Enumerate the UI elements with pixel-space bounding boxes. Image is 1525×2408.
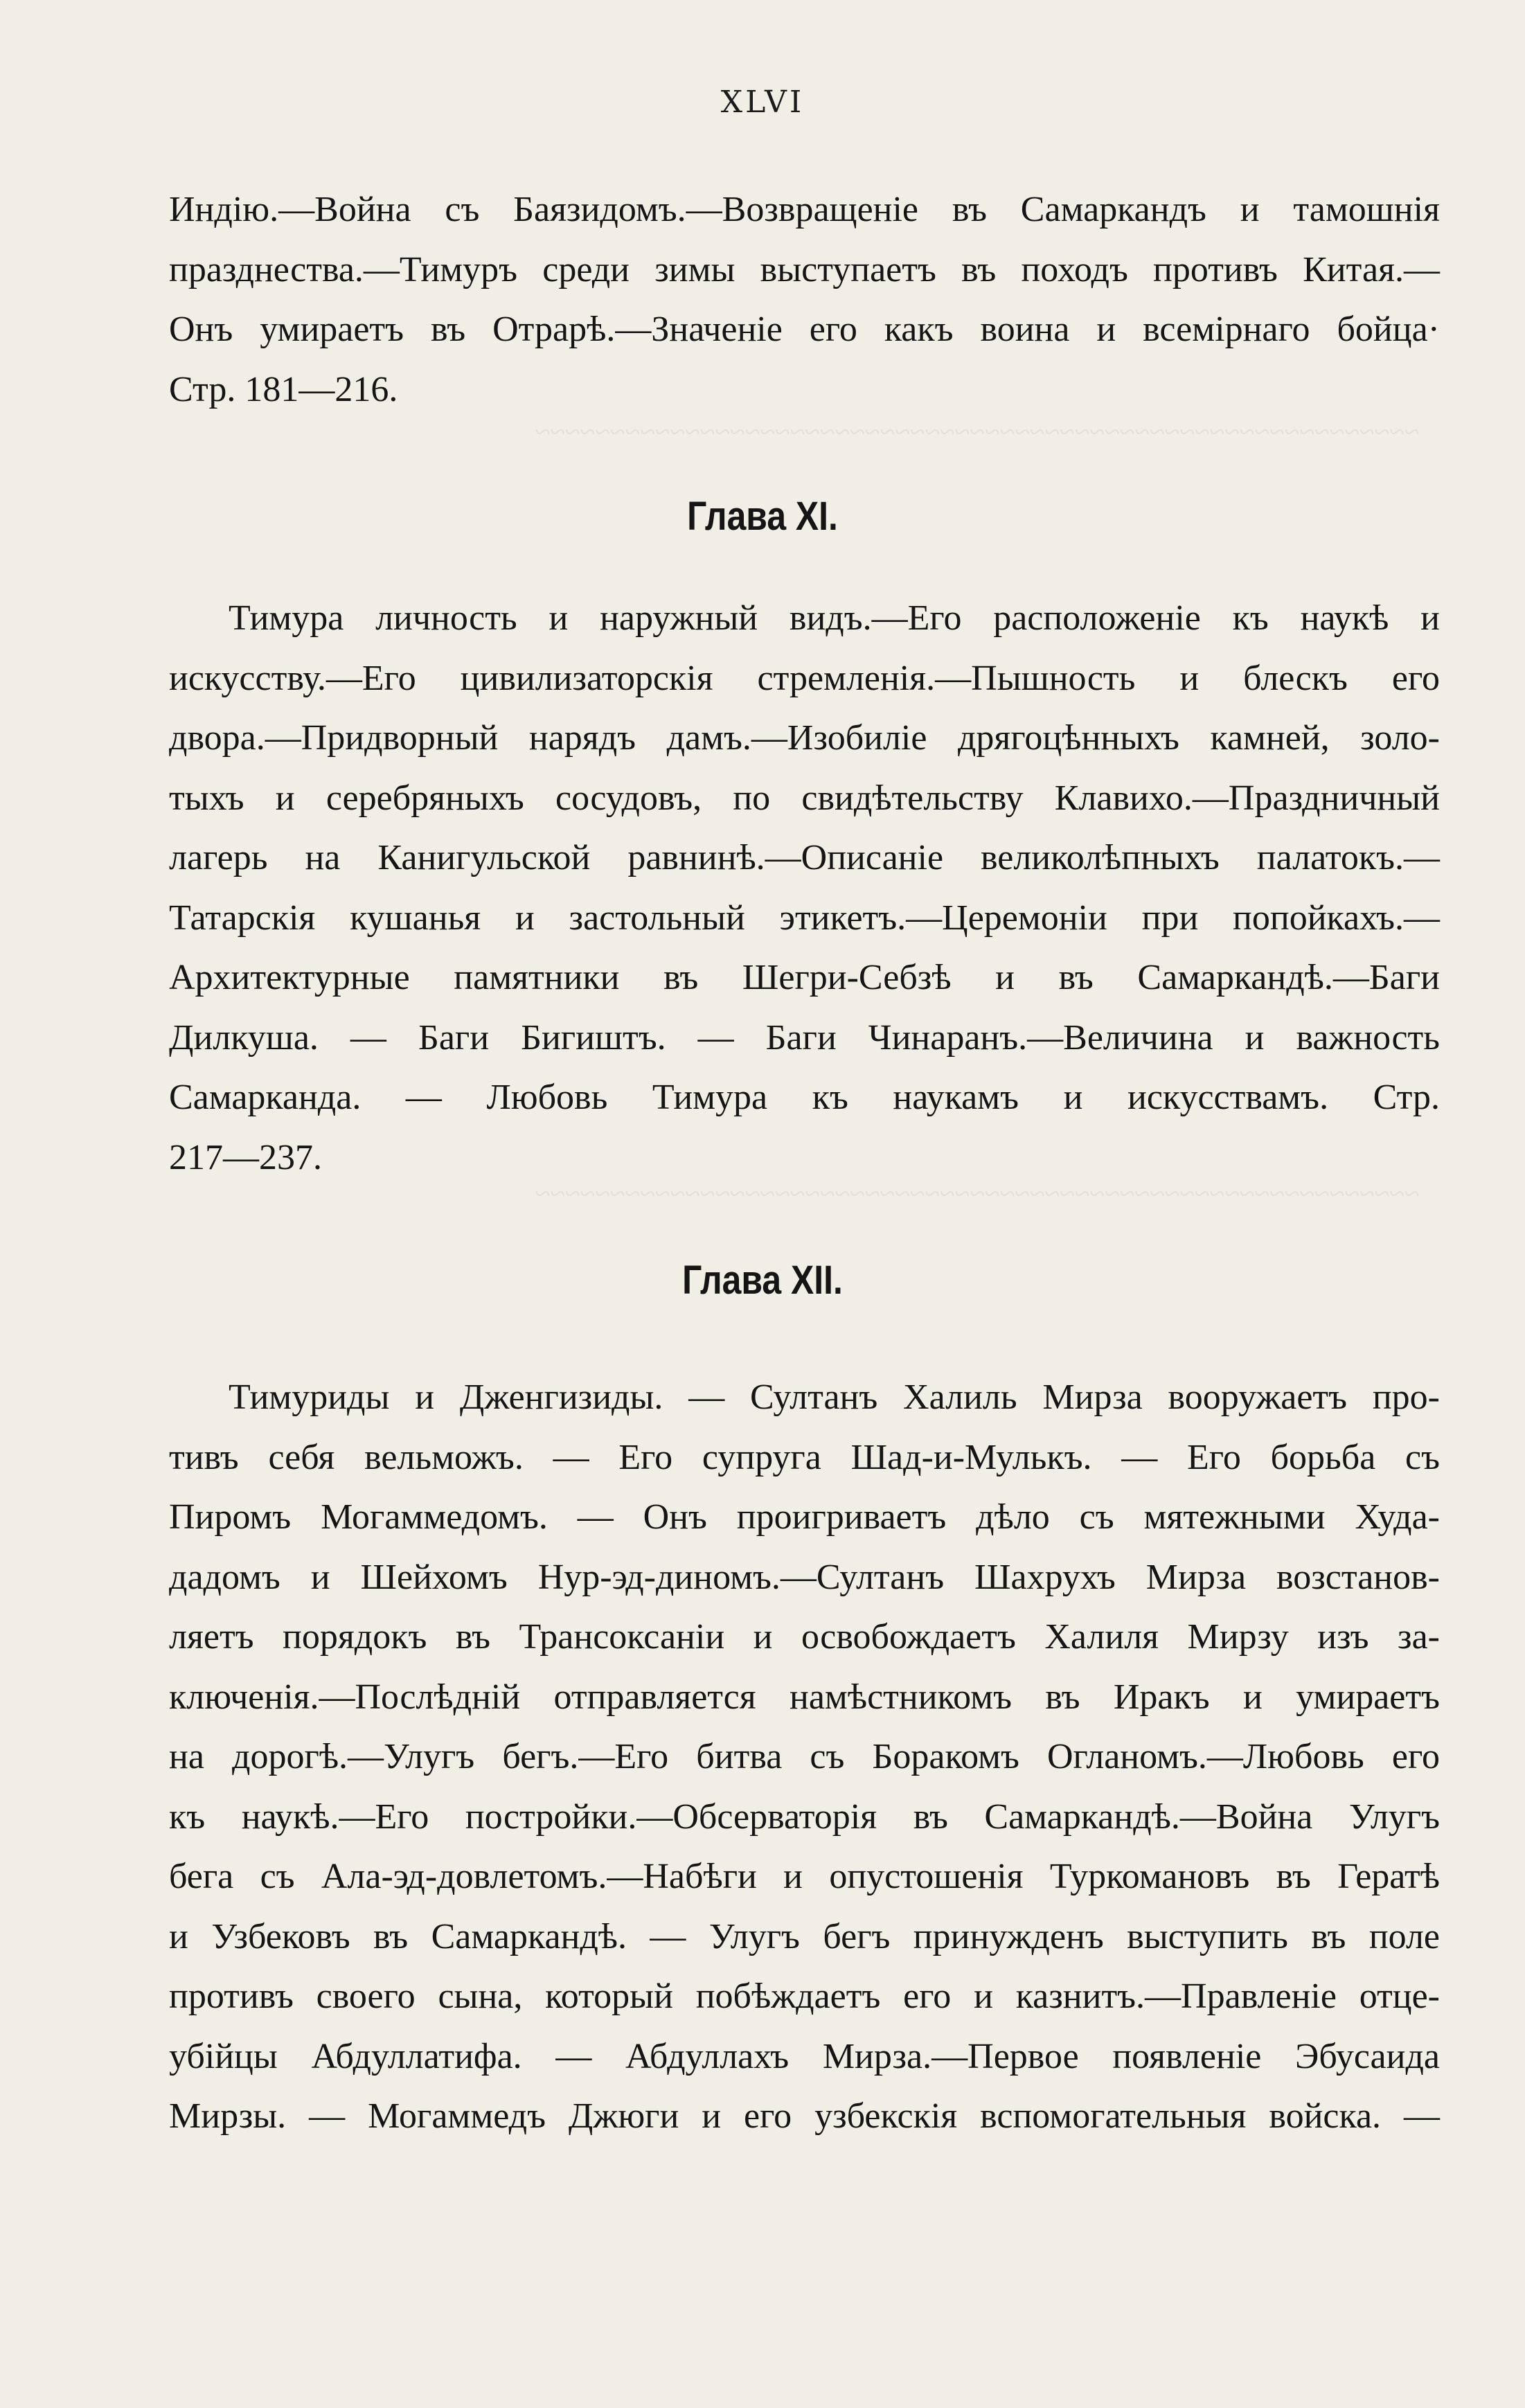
chapter-heading-xii: Глава XII. [682,1258,843,1303]
paragraph-chapter-11-summary [169,589,1440,1188]
bleed-through-decoration: ~~~~~~~~~~~~~~~~~~~~~~~~~~~~~~~~~~~~~~~~~~~~~~~~~~~~~~~~~~~ [535,416,1420,447]
text-line: празднества.—Тимуръ среди зимы выступаетъ въ походъ противъ Китая.— [169,249,1440,289]
text-line: Татарскія кушанья и застольный этикетъ.—Церемоніи при попойкахъ.— [169,898,1440,938]
bleed-through-decoration: ~~~~~~~~~~~~~~~~~~~~~~~~~~~~~~~~~~~~~~~~~~~~~~~~~~~~~~~~~~~ [535,1178,1420,1209]
text-line: лагерь на Канигульской равнинѣ.—Описаніе великолѣпныхъ палатокъ.— [169,838,1440,877]
text-line: ляетъ порядокъ въ Трансоксаніи и освобождаетъ Халиля Мирзу изъ за- [169,1617,1440,1657]
text-line: Дилкуша. — Баги Бигиштъ. — Баги Чинаранъ.—Величина и важность [169,1017,1440,1058]
text-line: къ наукѣ.—Его постройки.—Обсерваторія въ Самаркандѣ.—Война Улугъ [169,1796,1440,1837]
text-line: Онъ умираетъ въ Отрарѣ.—Значеніе его какъ воина и всемірнаго бойца· [169,310,1440,349]
text-line: дадомъ и Шейхомъ Нур-эд-диномъ.—Султанъ Шахрухъ Мирза возстанов- [169,1557,1440,1597]
text-line: Пиромъ Могаммедомъ. — Онъ проигриваетъ дѣло съ мятежными Худа- [169,1497,1440,1537]
text-line: Тимура личность и наружный видъ.—Его расположеніе къ наукѣ и [229,598,1440,638]
text-line: Самарканда. — Любовь Тимура къ наукамъ и искусствамъ. Стр. [169,1078,1440,1117]
page-number: XLVI [720,84,805,120]
text-line: тивъ себя вельможъ. — Его супруга Шад-и-Мулькъ. — Его борьба съ [169,1437,1440,1477]
text-line: Мирзы. — Могаммедъ Джюги и его узбекскія вспомогательныя войска. — [169,2096,1440,2136]
text-line: бега съ Ала-эд-довлетомъ.—Набѣги и опустошенія Туркомановъ въ Гератѣ [169,1857,1440,1896]
text-line: тыхъ и серебряныхъ сосудовъ, по свидѣтельству Клавихо.—Праздничный [169,778,1440,818]
chapter-heading-xi: Глава XI. [687,494,838,539]
text-line: на дорогѣ.—Улугъ бегъ.—Его битва съ Боракомъ Огланомъ.—Любовь его [169,1737,1440,1776]
text-line: противъ своего сына, который побѣждаетъ его и казнитъ.—Правленіе отце- [169,1977,1440,2016]
text-line: искусству.—Его цивилизаторскія стремленія.—Пышность и блескъ его [169,658,1440,698]
text-line: и Узбековъ въ Самаркандѣ. — Улугъ бегъ принужденъ выступить въ поле [169,1916,1440,1956]
text-line: Индію.—Война съ Баязидомъ.—Возвращеніе въ Самаркандъ и тамошнія [169,190,1440,229]
text-line: Архитектурные памятники въ Шегри-Себзѣ и въ Самаркандѣ.—Баги [169,958,1440,997]
text-line: убійцы Абдуллатифа. — Абдуллахъ Мирза.—Первое появленіе Эбусаида [169,2036,1440,2076]
paragraph-chapter-10-summary [169,180,1440,420]
paragraph-chapter-12-summary [169,1368,1440,2147]
text-line: Стр. 181—216. [169,369,398,409]
text-line: Тимуриды и Дженгизиды. — Султанъ Халиль Мирза вооружаетъ про- [229,1377,1440,1417]
text-line: ключенія.—Послѣдній отправляется намѣстникомъ въ Иракъ и умираетъ [169,1677,1440,1717]
text-line: 217—237. [169,1137,322,1177]
text-line: двора.—Придворный нарядъ дамъ.—Изобиліе дрягоцѣнныхъ камней, золо- [169,718,1440,758]
